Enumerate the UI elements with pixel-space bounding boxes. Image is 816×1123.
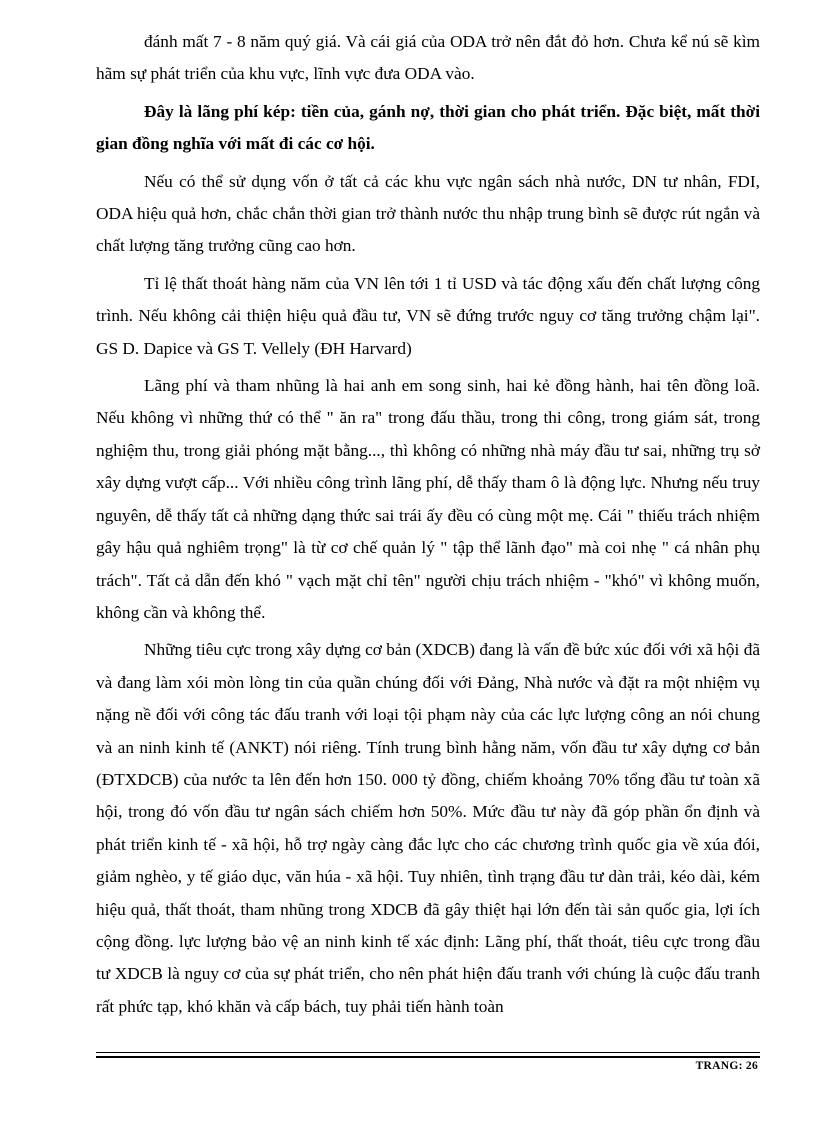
page-number: TRANG: 26 (695, 1060, 758, 1072)
paragraph-1: đánh mất 7 - 8 năm quý giá. Và cái giá của ODA trở nên đắt đỏ hơn. Chưa kể nú sẽ kìm hãm sự phát triển của khu vực, lĩnh vực đưa ODA vào. (96, 32, 760, 84)
footer-divider-thin (96, 1052, 760, 1053)
paragraph-6: Những tiêu cực trong xây dựng cơ bản (XDCB) đang là vấn đề bức xúc đối với xã hội đã và đang làm xói mòn lòng tin của quần chúng đối với Đảng, Nhà nước và đặt ra một nhiệm vụ nặng nề đối với công tác đấu tranh với loại tội phạm này của các lực lượng công an nói chung và an ninh kinh tế (ANKT) nói riêng. Tính trung bình hằng năm, vốn đầu tư xây dựng cơ bản (ĐTXDCB) của nước ta lên đến hơn 150. 000 tỷ đồng, chiếm khoảng 70% tổng đầu tư toàn xã hội, trong đó vốn đầu tư ngân sách chiếm hơn 50%. Mức đầu tư này đã góp phần ổn định và phát triển kinh tế - xã hội, hỗ trợ ngày càng đắc lực cho các chương trình quốc gia về xúa đói, giảm nghèo, y tế giáo dục, văn húa - xã hội. Tuy nhiên, tình trạng đầu tư dàn trải, kéo dài, kém hiệu quả, thất thoát, tham nhũng trong XDCB đã gây thiệt hại lớn đến tài sản quốc gia, lợi ích cộng đồng. lực lượng bảo vệ an ninh kinh tế xác định: Lãng phí, thất thoát, tiêu cực trong đầu tư XDCB là nguy cơ của sự phát triển, cho nên phát hiện đấu tranh với chúng là cuộc đấu tranh rất phức tạp, khó khăn và cấp bách, tuy phải tiến hành toàn (96, 640, 760, 1016)
paragraph-3: Nếu có thể sử dụng vốn ở tất cả các khu vực ngân sách nhà nước, DN tư nhân, FDI, ODA hiệu quả hơn, chắc chắn thời gian trở thành nước thu nhập trung bình sẽ được rút ngắn và chất lượng tăng trưởng cũng cao hơn. (96, 171, 760, 256)
paragraph-4: Tỉ lệ thất thoát hàng năm của VN lên tới 1 tỉ USD và tác động xấu đến chất lượng công trình. Nếu không cải thiện hiệu quả đầu tư, VN sẽ đứng trước nguy cơ tăng trưởng chậm lại". GS D. Dapice và GS T. Vellely (ĐH Harvard) (96, 273, 760, 358)
footer-divider-thick (96, 1056, 760, 1058)
paragraph-5: Lãng phí và tham nhũng là hai anh em song sinh, hai kẻ đồng hành, hai tên đồng loã. Nếu không vì những thứ có thể " ăn ra" trong đấu thầu, trong thi công, trong giám sát, trong nghiệm thu, trong giải phóng mặt bằng..., thì không có những nhà máy đầu tư sai, những trụ sở xây dựng vượt cấp... Với nhiều công trình lãng phí, dễ thấy tham ô là động lực. Nhưng nếu truy nguyên, dễ thấy tất cả những dạng thức sai trái ấy đều có cùng một mẹ. Cái " thiếu trách nhiệm gây hậu quả nghiêm trọng" là từ cơ chế quản lý " tập thể lãnh đạo" mà coi nhẹ " cá nhân phụ trách". Tất cả dẫn đến khó " vạch mặt chỉ tên" người chịu trách nhiệm - "khó" vì không muốn, không cần và không thể. (96, 376, 760, 622)
document-body (96, 26, 760, 1028)
paragraph-2-bold: Đây là lãng phí kép: tiền của, gánh nợ, thời gian cho phát triển. Đặc biệt, mất thời gian đồng nghĩa với mất đi các cơ hội. (96, 101, 760, 154)
